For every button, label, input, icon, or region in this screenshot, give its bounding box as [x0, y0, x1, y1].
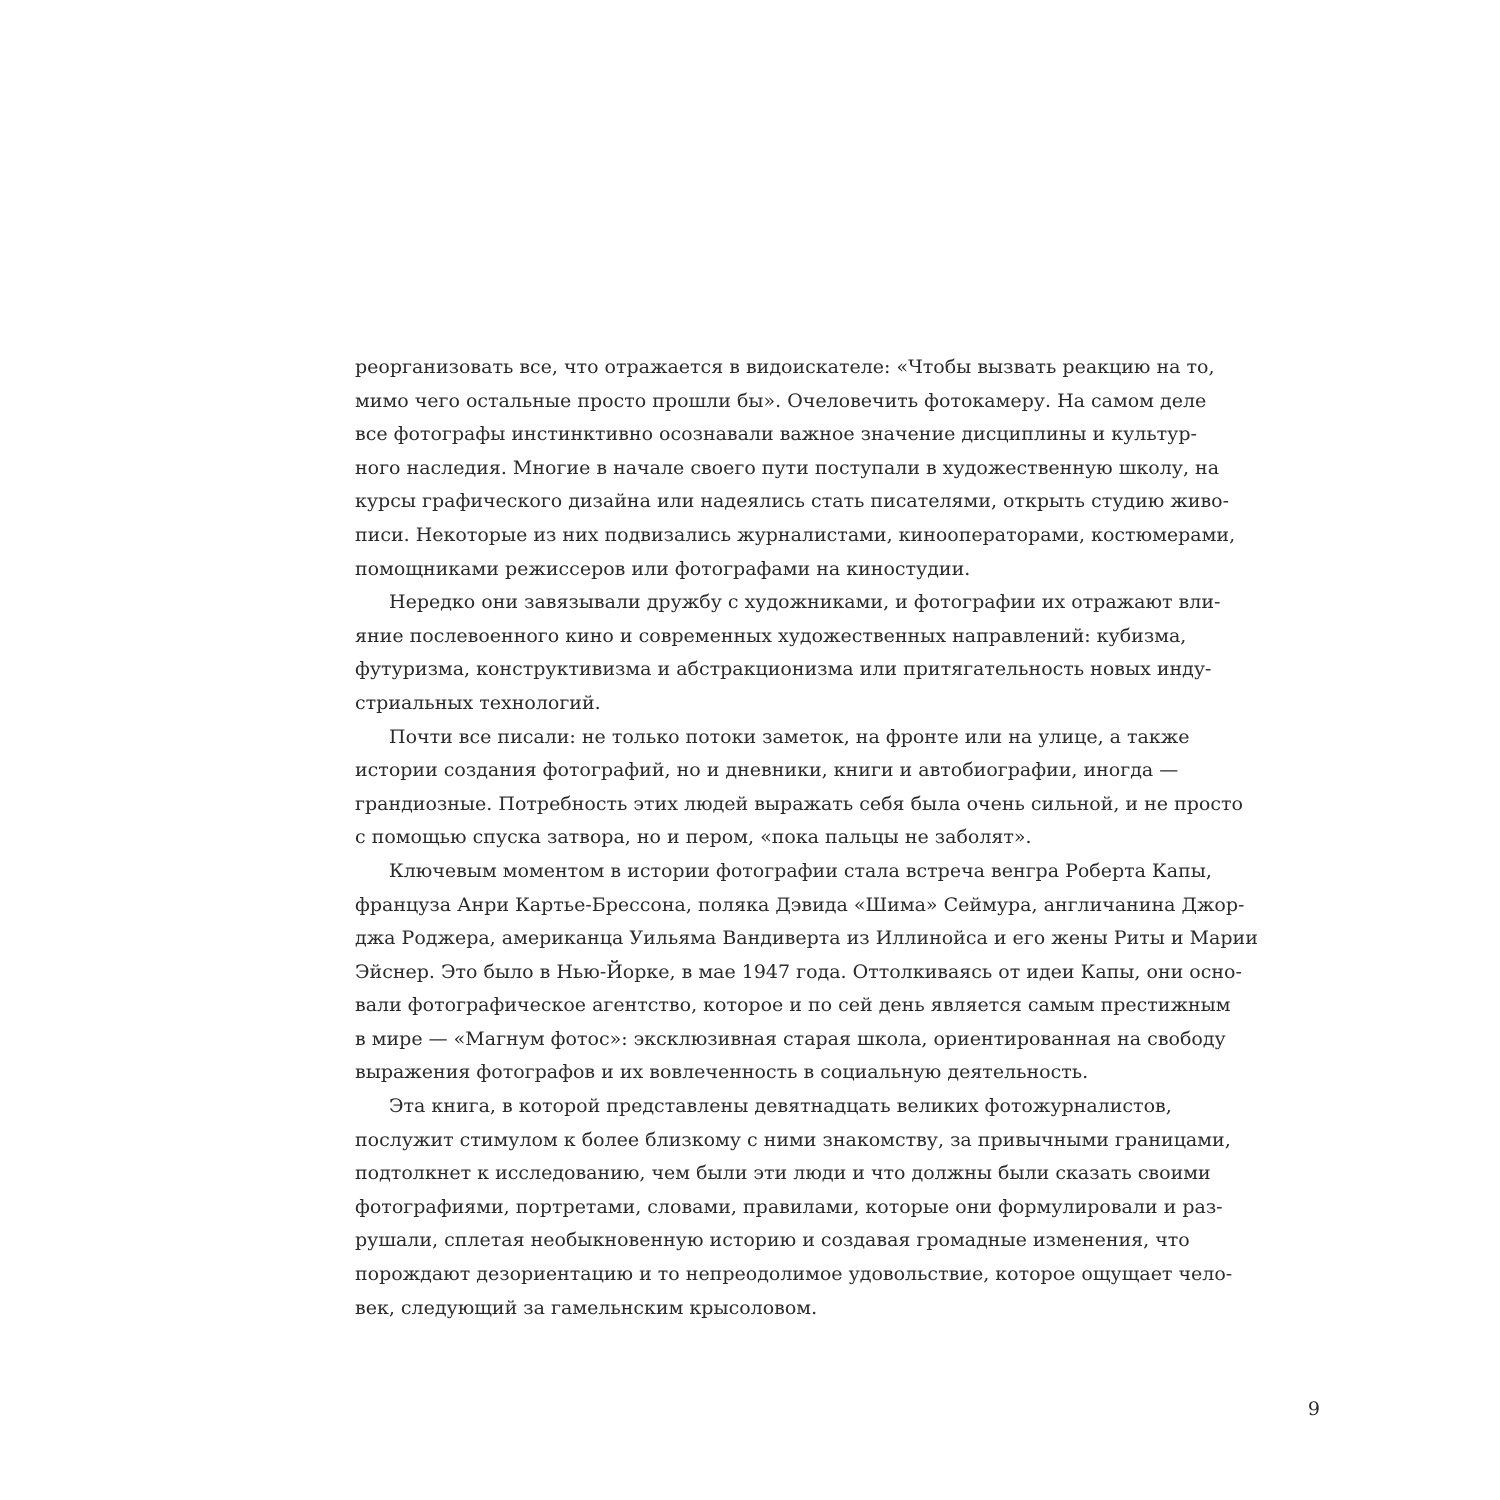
- text-line: в мире — «Магнум фотос»: эксклюзивная старая школа, ориентированная на свободу: [355, 1027, 1226, 1050]
- paragraph-1: [355, 351, 1236, 586]
- text-line: стриальных технологий.: [355, 691, 601, 714]
- text-line: яние послевоенного кино и современных художественных направлений: кубизма,: [355, 624, 1187, 647]
- text-line: француза Анри Картье-Брессона, поляка Дэвида «Шима» Сеймура, англичанина Джор-: [355, 893, 1245, 916]
- text-line: рушали, сплетая необыкновенную историю и создавая громадные изменения, что: [355, 1229, 1190, 1252]
- page-number: 9: [1307, 1398, 1320, 1420]
- text-line: реорганизовать все, что отражается в видоискателе: «Чтобы вызвать реакцию на то,: [355, 356, 1215, 378]
- text-line: ного наследия. Многие в начале своего пути поступали в художественную школу, на: [355, 456, 1220, 479]
- text-line: Почти все писали: не только потоки заметок, на фронте или на улице, а также: [389, 725, 1190, 748]
- text-line: мимо чего остальные просто прошли бы». Очеловечить фотокамеру. На самом деле: [355, 389, 1207, 412]
- text-line: послужит стимулом к более близкому с ними знакомству, за привычными границами,: [355, 1128, 1231, 1151]
- text-line: с помощью спуска затвора, но и пером, «пока пальцы не заболят».: [355, 826, 1032, 849]
- text-line: порождают дезориентацию и то непреодолимое удовольствие, которое ощущает чело-: [355, 1263, 1233, 1286]
- body-text: [355, 351, 1258, 1325]
- text-line: Нередко они завязывали дружбу с художниками, и фотографии их отражают вли-: [389, 591, 1221, 614]
- text-line: истории создания фотографий, но и дневники, книги и автобиографии, иногда —: [355, 759, 1179, 782]
- text-line: писи. Некоторые из них подвизались журналистами, кинооператорами, костюмерами,: [355, 523, 1236, 546]
- paragraph-3: [355, 721, 1243, 855]
- text-line: Эта книга, в которой представлены девятнадцать великих фотожурналистов,: [389, 1095, 1172, 1118]
- text-line: грандиозные. Потребность этих людей выражать себя была очень сильной, и не просто: [355, 792, 1243, 815]
- paragraph-5: [355, 1090, 1233, 1325]
- text-line: все фотографы инстинктивно осознавали важное значение дисциплины и культур-: [355, 423, 1197, 446]
- text-line: курсы графического дизайна или надеялись стать писателями, открыть студию живо-: [355, 490, 1230, 513]
- text-line: футуризма, конструктивизма и абстракционизма или притягательность новых инду-: [355, 658, 1212, 681]
- text-line: подтолкнет к исследованию, чем были эти люди и что должны были сказать своими: [355, 1162, 1211, 1185]
- text-line: Эйснер. Это было в Нью-Йорке, в мае 1947 года. Оттолкиваясь от идеи Капы, они осно-: [355, 960, 1242, 983]
- text-line: выражения фотографов и их вовлеченность в социальную деятельность.: [355, 1061, 1089, 1084]
- text-line: помощниками режиссеров или фотографами на киностудии.: [355, 557, 971, 580]
- text-line: вали фотографическое агентство, которое и по сей день является самым престижным: [355, 994, 1231, 1017]
- text-line: век, следующий за гамельнским крысоловом.: [355, 1296, 818, 1319]
- paragraph-2: [355, 586, 1221, 720]
- text-line: Ключевым моментом в истории фотографии стала встреча венгра Роберта Капы,: [389, 859, 1212, 882]
- paragraph-4: [355, 855, 1258, 1090]
- text-line: джа Роджера, американца Уильяма Вандиверта из Иллинойса и его жены Риты и Марии: [355, 927, 1258, 950]
- text-line: фотографиями, портретами, словами, правилами, которые они формулировали и раз-: [355, 1195, 1223, 1218]
